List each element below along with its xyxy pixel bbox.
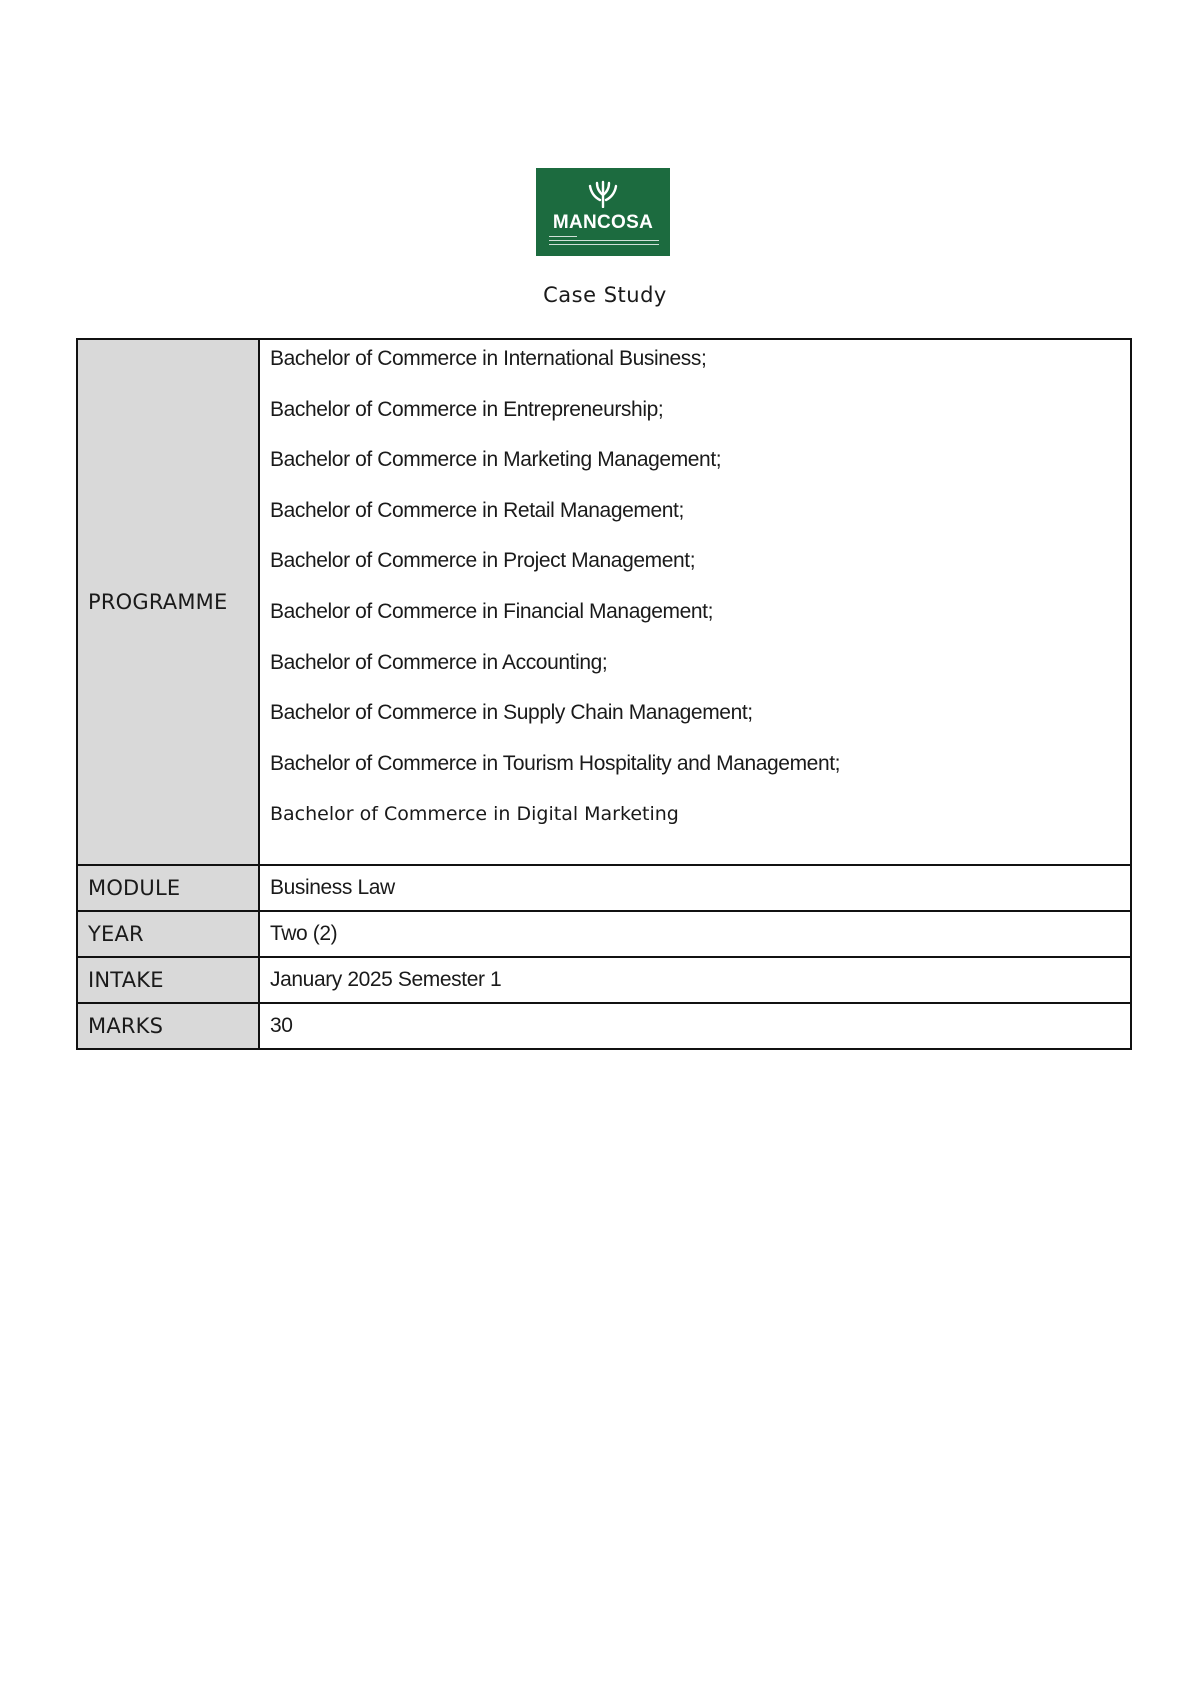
mancosa-logo bbox=[536, 168, 670, 256]
year-label: YEAR bbox=[77, 911, 259, 957]
marks-label: MARKS bbox=[77, 1003, 259, 1049]
programme-item: Bachelor of Commerce in Entrepreneurship; bbox=[270, 397, 664, 421]
programme-item: Bachelor of Commerce in Retail Management; bbox=[270, 498, 684, 522]
programme-item: Bachelor of Commerce in Project Management; bbox=[270, 549, 696, 573]
programme-list bbox=[270, 340, 1130, 853]
intake-value: January 2025 Semester 1 bbox=[259, 957, 1131, 1003]
module-row bbox=[77, 865, 1131, 911]
module-info-table bbox=[76, 338, 1132, 1050]
programme-row bbox=[77, 339, 1131, 865]
tree-logo-icon bbox=[585, 180, 621, 208]
module-label: MODULE bbox=[77, 865, 259, 911]
programme-label: PROGRAMME bbox=[77, 339, 259, 865]
document-title: Case Study bbox=[543, 283, 667, 307]
programme-item: Bachelor of Commerce in Digital Marketing bbox=[270, 803, 679, 826]
programme-item: Bachelor of Commerce in Accounting; bbox=[270, 650, 608, 674]
programme-item: Bachelor of Commerce in Marketing Management; bbox=[270, 448, 722, 472]
module-value: Business Law bbox=[259, 865, 1131, 911]
logo-tagline-graphic bbox=[549, 235, 659, 245]
programme-item: Bachelor of Commerce in Tourism Hospitality and Management; bbox=[270, 751, 841, 775]
marks-value: 30 bbox=[259, 1003, 1131, 1049]
intake-label: INTAKE bbox=[77, 957, 259, 1003]
year-row bbox=[77, 911, 1131, 957]
intake-row bbox=[77, 957, 1131, 1003]
programme-item: Bachelor of Commerce in Supply Chain Management; bbox=[270, 701, 753, 725]
marks-row bbox=[77, 1003, 1131, 1049]
programme-value bbox=[259, 339, 1131, 865]
year-value: Two (2) bbox=[259, 911, 1131, 957]
logo-wordmark: MANCOSA bbox=[552, 212, 654, 233]
programme-item: Bachelor of Commerce in Financial Management; bbox=[270, 599, 714, 623]
programme-item: Bachelor of Commerce in International Business; bbox=[270, 347, 707, 370]
